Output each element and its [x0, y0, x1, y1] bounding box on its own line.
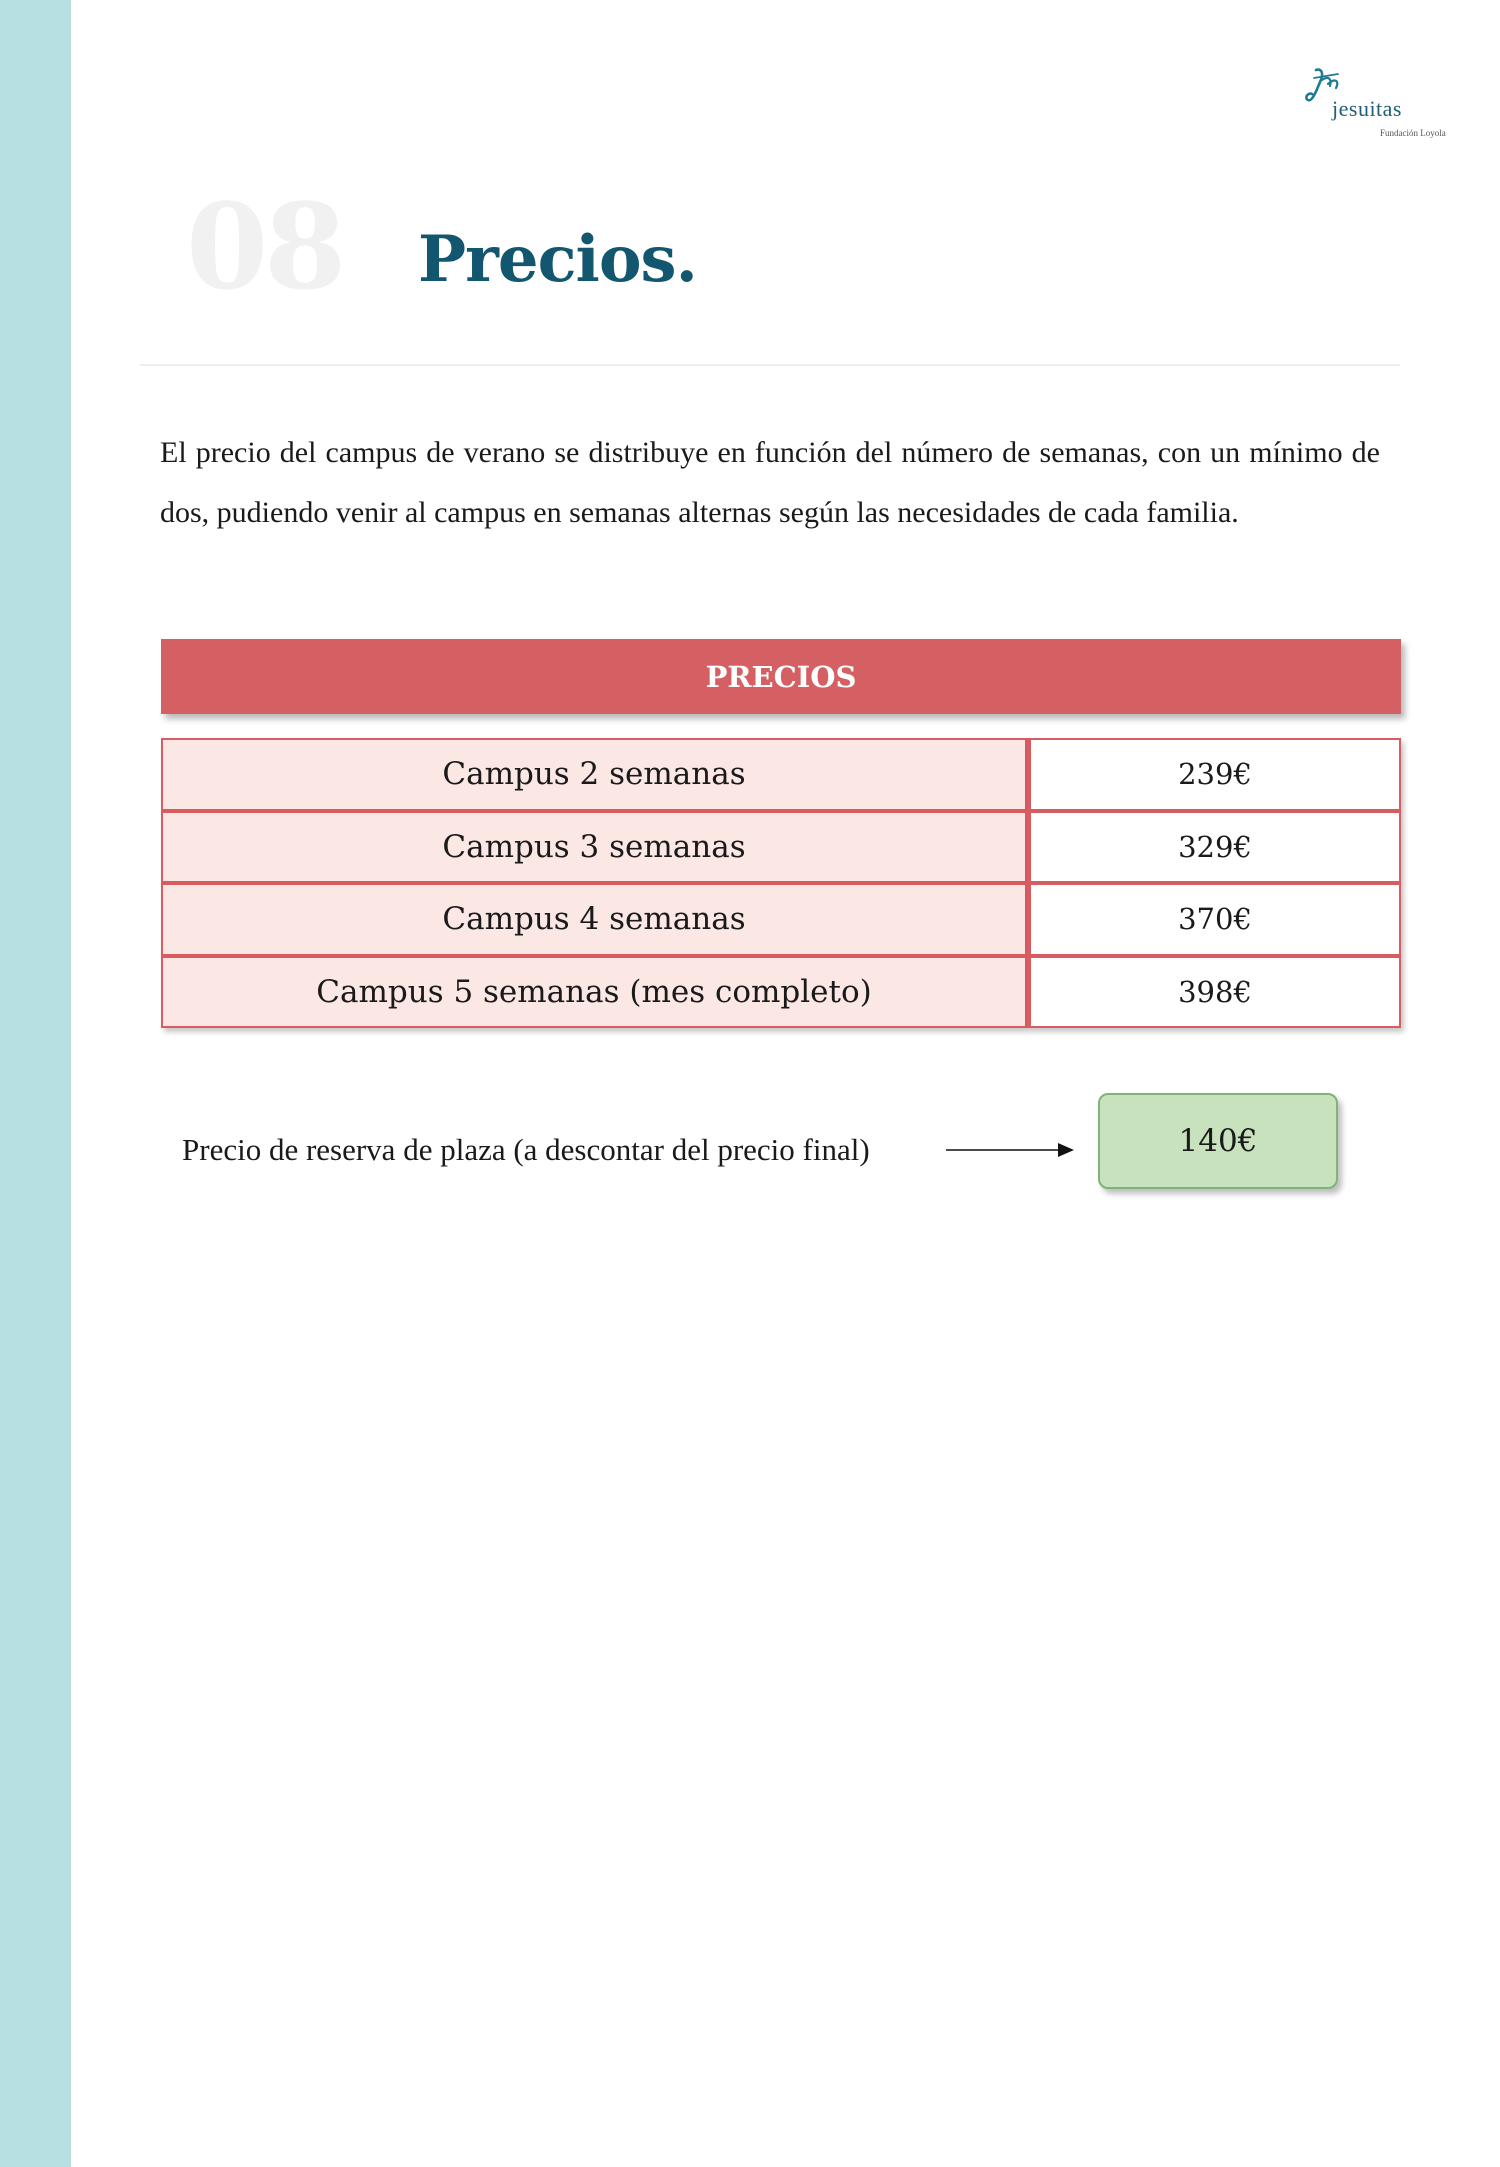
row-price: 398€ [1027, 956, 1401, 1029]
table-row [161, 738, 1401, 811]
table-row [161, 956, 1401, 1029]
jesuitas-logo [1302, 66, 1452, 144]
section-number: 08 [186, 177, 343, 316]
row-label: Campus 2 semanas [161, 738, 1027, 811]
table-row [161, 883, 1401, 956]
right-arrow-icon [946, 1140, 1076, 1160]
logo-wordmark: jesuitas [1332, 96, 1402, 121]
price-table-header: PRECIOS [161, 639, 1401, 714]
row-label: Campus 3 semanas [161, 811, 1027, 884]
reservation-price-box: 140€ [1098, 1093, 1338, 1189]
table-row [161, 811, 1401, 884]
side-decoration-bar [0, 0, 71, 2167]
page-title: Precios. [418, 222, 697, 297]
price-table [161, 738, 1401, 1028]
intro-paragraph: El precio del campus de verano se distribuye en función del número de semanas, con un mínimo de dos, pudiendo venir al campus en semanas alternas según las necesidades de cada familia. [160, 436, 1380, 529]
logo-subtitle: Fundación Loyola [1380, 128, 1446, 138]
row-price: 239€ [1027, 738, 1401, 811]
title-divider [140, 364, 1400, 366]
row-price: 329€ [1027, 811, 1401, 884]
row-label: Campus 5 semanas (mes completo) [161, 956, 1027, 1029]
row-price: 370€ [1027, 883, 1401, 956]
row-label: Campus 4 semanas [161, 883, 1027, 956]
reservation-label: Precio de reserva de plaza (a descontar del precio final) [182, 1132, 870, 1167]
